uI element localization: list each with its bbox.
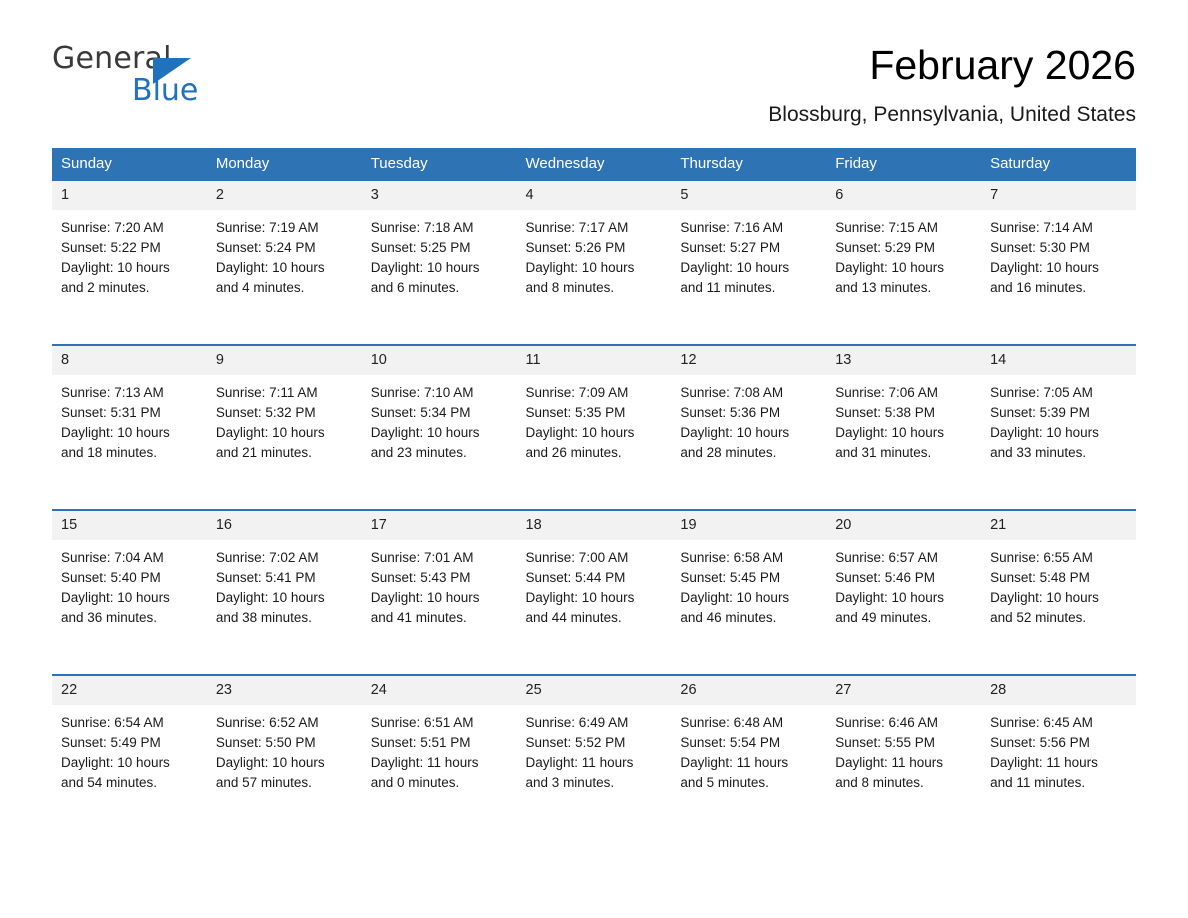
calendar-day-cell[interactable] <box>207 344 362 509</box>
weekday-header-friday: Friday <box>826 148 981 179</box>
day-info <box>981 375 1136 463</box>
page-title: February 2026 <box>869 42 1136 88</box>
daylight-text-line2: and 31 minutes. <box>835 445 932 461</box>
sunrise-text: Sunrise: 7:04 AM <box>61 550 164 566</box>
day-info <box>826 705 981 793</box>
day-info <box>671 705 826 793</box>
sunset-text: Sunset: 5:52 PM <box>525 735 626 751</box>
day-number: 13 <box>826 344 981 375</box>
daylight-text-line2: and 5 minutes. <box>680 775 769 791</box>
day-inner <box>981 179 1136 344</box>
sunset-text: Sunset: 5:45 PM <box>680 570 781 586</box>
day-inner <box>362 179 517 344</box>
calendar-day-cell[interactable] <box>52 344 207 509</box>
daylight-text-line1: Daylight: 10 hours <box>215 425 325 441</box>
day-inner <box>52 509 207 674</box>
sunrise-text: Sunrise: 7:08 AM <box>680 385 784 401</box>
calendar-day-cell[interactable] <box>362 179 517 344</box>
sunset-text: Sunset: 5:36 PM <box>680 405 781 421</box>
sunset-text: Sunset: 5:34 PM <box>370 405 471 421</box>
daylight-text-line2: and 28 minutes. <box>680 445 777 461</box>
day-inner <box>826 674 981 839</box>
sunrise-text: Sunrise: 6:48 AM <box>680 715 784 731</box>
weekday-header-saturday: Saturday <box>981 148 1136 179</box>
day-number: 8 <box>52 344 207 375</box>
day-info <box>517 705 672 793</box>
calendar-day-cell[interactable] <box>671 344 826 509</box>
calendar-week-row <box>52 179 1136 344</box>
sunrise-text: Sunrise: 6:57 AM <box>835 550 939 566</box>
daylight-text-line2: and 38 minutes. <box>215 610 312 626</box>
sunrise-text: Sunrise: 7:13 AM <box>61 385 164 401</box>
day-info <box>517 375 672 463</box>
daylight-text-line2: and 44 minutes. <box>525 610 622 626</box>
page-header <box>52 0 1136 127</box>
calendar-day-cell[interactable] <box>671 179 826 344</box>
sunrise-text: Sunrise: 6:58 AM <box>680 550 784 566</box>
daylight-text-line2: and 3 minutes. <box>525 775 615 791</box>
calendar-day-cell[interactable] <box>517 179 672 344</box>
calendar-day-cell[interactable] <box>826 344 981 509</box>
daylight-text-line2: and 16 minutes. <box>990 280 1087 296</box>
calendar-day-cell[interactable] <box>517 509 672 674</box>
daylight-text-line2: and 8 minutes. <box>525 280 615 296</box>
sunrise-text: Sunrise: 7:11 AM <box>215 385 318 401</box>
daylight-text-line1: Daylight: 10 hours <box>215 260 325 276</box>
calendar-day-cell[interactable] <box>517 344 672 509</box>
daylight-text-line1: Daylight: 10 hours <box>990 425 1099 441</box>
sunrise-text: Sunrise: 7:01 AM <box>370 550 474 566</box>
daylight-text-line2: and 46 minutes. <box>680 610 777 626</box>
sunrise-text: Sunrise: 6:51 AM <box>370 715 474 731</box>
daylight-text-line2: and 41 minutes. <box>370 610 467 626</box>
day-inner <box>981 509 1136 674</box>
sunrise-text: Sunrise: 6:46 AM <box>835 715 939 731</box>
day-number: 27 <box>826 674 981 705</box>
day-inner <box>362 674 517 839</box>
calendar-table <box>52 148 1136 839</box>
day-info <box>826 375 981 463</box>
daylight-text-line2: and 11 minutes. <box>680 280 776 296</box>
day-number: 18 <box>517 509 672 540</box>
weekday-header-thursday: Thursday <box>671 148 826 179</box>
day-number: 23 <box>207 674 362 705</box>
daylight-text-line1: Daylight: 10 hours <box>61 425 170 441</box>
sunset-text: Sunset: 5:44 PM <box>525 570 626 586</box>
day-info <box>826 210 981 298</box>
day-number: 6 <box>826 179 981 210</box>
day-inner <box>52 179 207 344</box>
day-number: 10 <box>362 344 517 375</box>
day-inner <box>207 509 362 674</box>
daylight-text-line2: and 23 minutes. <box>370 445 467 461</box>
day-inner <box>826 179 981 344</box>
sunrise-text: Sunrise: 7:16 AM <box>680 220 784 236</box>
daylight-text-line1: Daylight: 10 hours <box>61 590 170 606</box>
day-number: 9 <box>207 344 362 375</box>
day-number: 26 <box>671 674 826 705</box>
day-info <box>981 210 1136 298</box>
daylight-text-line2: and 4 minutes. <box>215 280 305 296</box>
sunset-text: Sunset: 5:32 PM <box>215 405 316 421</box>
sunset-text: Sunset: 5:29 PM <box>835 240 936 256</box>
day-inner <box>207 674 362 839</box>
sunrise-text: Sunrise: 6:54 AM <box>61 715 164 731</box>
calendar-week-row <box>52 674 1136 839</box>
day-inner <box>517 179 672 344</box>
calendar-day-cell[interactable] <box>671 509 826 674</box>
daylight-text-line1: Daylight: 11 hours <box>680 755 789 771</box>
calendar-week-row <box>52 509 1136 674</box>
day-inner <box>981 674 1136 839</box>
daylight-text-line2: and 18 minutes. <box>61 445 158 461</box>
weekday-header-monday: Monday <box>207 148 362 179</box>
sunrise-text: Sunrise: 7:05 AM <box>990 385 1093 401</box>
daylight-text-line1: Daylight: 10 hours <box>370 260 480 276</box>
day-info <box>207 705 362 793</box>
sunrise-text: Sunrise: 7:15 AM <box>835 220 939 236</box>
location-subtitle: Blossburg, Pennsylvania, United States <box>768 103 1136 127</box>
calendar-day-cell[interactable] <box>981 179 1136 344</box>
day-number: 1 <box>52 179 207 210</box>
day-inner <box>826 344 981 509</box>
sunset-text: Sunset: 5:25 PM <box>370 240 471 256</box>
daylight-text-line1: Daylight: 11 hours <box>990 755 1098 771</box>
calendar-day-cell[interactable] <box>52 509 207 674</box>
sunrise-text: Sunrise: 6:49 AM <box>525 715 629 731</box>
day-info <box>362 540 517 628</box>
sunset-text: Sunset: 5:49 PM <box>61 735 161 751</box>
day-number: 14 <box>981 344 1136 375</box>
sunrise-text: Sunrise: 7:06 AM <box>835 385 939 401</box>
day-number: 20 <box>826 509 981 540</box>
day-number: 19 <box>671 509 826 540</box>
weekday-header-sunday: Sunday <box>52 148 207 179</box>
day-info <box>671 210 826 298</box>
sunset-text: Sunset: 5:35 PM <box>525 405 626 421</box>
daylight-text-line1: Daylight: 10 hours <box>215 590 325 606</box>
daylight-text-line1: Daylight: 10 hours <box>835 425 945 441</box>
daylight-text-line1: Daylight: 10 hours <box>525 590 635 606</box>
daylight-text-line1: Daylight: 10 hours <box>990 260 1099 276</box>
day-inner <box>671 179 826 344</box>
sunset-text: Sunset: 5:30 PM <box>990 240 1090 256</box>
calendar-day-cell[interactable] <box>671 674 826 839</box>
calendar-day-cell[interactable] <box>981 674 1136 839</box>
daylight-text-line2: and 2 minutes. <box>61 280 150 296</box>
daylight-text-line2: and 13 minutes. <box>835 280 932 296</box>
sunrise-text: Sunrise: 7:02 AM <box>215 550 319 566</box>
sunrise-text: Sunrise: 7:20 AM <box>61 220 164 236</box>
calendar-day-cell[interactable] <box>207 179 362 344</box>
calendar-body <box>52 179 1136 839</box>
day-number: 17 <box>362 509 517 540</box>
day-info <box>207 375 362 463</box>
daylight-text-line1: Daylight: 10 hours <box>525 425 635 441</box>
day-inner <box>52 344 207 509</box>
day-number: 12 <box>671 344 826 375</box>
sunrise-text: Sunrise: 7:19 AM <box>215 220 319 236</box>
sunset-text: Sunset: 5:43 PM <box>370 570 471 586</box>
day-number: 2 <box>207 179 362 210</box>
sunrise-text: Sunrise: 7:18 AM <box>370 220 474 236</box>
sunset-text: Sunset: 5:54 PM <box>680 735 781 751</box>
calendar-week-row <box>52 344 1136 509</box>
day-inner <box>981 344 1136 509</box>
calendar-day-cell[interactable] <box>826 674 981 839</box>
daylight-text-line1: Daylight: 10 hours <box>990 590 1099 606</box>
day-number: 11 <box>517 344 672 375</box>
calendar-day-cell[interactable] <box>362 674 517 839</box>
daylight-text-line1: Daylight: 11 hours <box>525 755 634 771</box>
day-inner <box>207 344 362 509</box>
sunset-text: Sunset: 5:41 PM <box>215 570 316 586</box>
day-info <box>981 705 1136 793</box>
day-inner <box>517 344 672 509</box>
sunrise-text: Sunrise: 6:45 AM <box>990 715 1093 731</box>
daylight-text-line2: and 33 minutes. <box>990 445 1087 461</box>
daylight-text-line1: Daylight: 11 hours <box>370 755 479 771</box>
sunrise-text: Sunrise: 7:10 AM <box>370 385 474 401</box>
sunset-text: Sunset: 5:51 PM <box>370 735 471 751</box>
sunrise-text: Sunrise: 6:52 AM <box>215 715 319 731</box>
day-info <box>981 540 1136 628</box>
day-number: 3 <box>362 179 517 210</box>
daylight-text-line1: Daylight: 10 hours <box>835 260 945 276</box>
day-number: 21 <box>981 509 1136 540</box>
calendar-day-cell[interactable] <box>517 674 672 839</box>
daylight-text-line1: Daylight: 10 hours <box>61 755 170 771</box>
daylight-text-line2: and 26 minutes. <box>525 445 622 461</box>
calendar-day-cell[interactable] <box>826 179 981 344</box>
day-number: 5 <box>671 179 826 210</box>
calendar-day-cell[interactable] <box>52 674 207 839</box>
daylight-text-line1: Daylight: 11 hours <box>835 755 944 771</box>
day-inner <box>671 344 826 509</box>
sunset-text: Sunset: 5:27 PM <box>680 240 781 256</box>
sunset-text: Sunset: 5:26 PM <box>525 240 626 256</box>
weekday-header-wednesday: Wednesday <box>517 148 672 179</box>
sunrise-text: Sunrise: 6:55 AM <box>990 550 1093 566</box>
daylight-text-line2: and 52 minutes. <box>990 610 1087 626</box>
day-info <box>362 210 517 298</box>
sunrise-text: Sunrise: 7:14 AM <box>990 220 1093 236</box>
daylight-text-line2: and 54 minutes. <box>61 775 158 791</box>
daylight-text-line1: Daylight: 10 hours <box>525 260 635 276</box>
day-inner <box>826 509 981 674</box>
calendar-day-cell[interactable] <box>362 509 517 674</box>
weekday-header-tuesday: Tuesday <box>362 148 517 179</box>
sunrise-text: Sunrise: 7:09 AM <box>525 385 629 401</box>
day-number: 24 <box>362 674 517 705</box>
day-inner <box>671 509 826 674</box>
daylight-text-line2: and 21 minutes. <box>215 445 312 461</box>
day-number: 7 <box>981 179 1136 210</box>
daylight-text-line1: Daylight: 10 hours <box>680 260 790 276</box>
daylight-text-line2: and 6 minutes. <box>370 280 460 296</box>
day-info <box>517 540 672 628</box>
sunset-text: Sunset: 5:40 PM <box>61 570 161 586</box>
sunset-text: Sunset: 5:46 PM <box>835 570 936 586</box>
title-block <box>768 44 1136 127</box>
sunset-text: Sunset: 5:55 PM <box>835 735 936 751</box>
day-info <box>207 210 362 298</box>
sunset-text: Sunset: 5:48 PM <box>990 570 1090 586</box>
daylight-text-line2: and 0 minutes. <box>370 775 460 791</box>
sunset-text: Sunset: 5:24 PM <box>215 240 316 256</box>
sunset-text: Sunset: 5:22 PM <box>61 240 161 256</box>
day-inner <box>362 344 517 509</box>
day-number: 16 <box>207 509 362 540</box>
day-inner <box>362 509 517 674</box>
daylight-text-line2: and 8 minutes. <box>835 775 924 791</box>
day-inner <box>52 674 207 839</box>
day-info <box>52 705 207 793</box>
day-inner <box>517 509 672 674</box>
daylight-text-line1: Daylight: 10 hours <box>680 425 790 441</box>
day-inner <box>671 674 826 839</box>
day-info <box>52 375 207 463</box>
daylight-text-line1: Daylight: 10 hours <box>835 590 945 606</box>
day-number: 4 <box>517 179 672 210</box>
daylight-text-line2: and 36 minutes. <box>61 610 158 626</box>
day-info <box>207 540 362 628</box>
daylight-text-line1: Daylight: 10 hours <box>370 590 480 606</box>
sunset-text: Sunset: 5:31 PM <box>61 405 161 421</box>
day-number: 15 <box>52 509 207 540</box>
logo-text-general: General <box>52 41 172 76</box>
calendar-day-cell[interactable] <box>207 674 362 839</box>
sunrise-text: Sunrise: 7:17 AM <box>525 220 629 236</box>
calendar-day-cell[interactable] <box>826 509 981 674</box>
day-number: 22 <box>52 674 207 705</box>
day-info <box>826 540 981 628</box>
calendar-day-cell[interactable] <box>52 179 207 344</box>
logo-text-blue: Blue <box>132 73 199 108</box>
logo[interactable] <box>52 41 212 114</box>
daylight-text-line1: Daylight: 10 hours <box>680 590 790 606</box>
daylight-text-line2: and 11 minutes. <box>990 775 1086 791</box>
day-info <box>517 210 672 298</box>
day-inner <box>517 674 672 839</box>
calendar-day-cell[interactable] <box>981 344 1136 509</box>
sunset-text: Sunset: 5:39 PM <box>990 405 1090 421</box>
sunset-text: Sunset: 5:50 PM <box>215 735 316 751</box>
daylight-text-line1: Daylight: 10 hours <box>61 260 170 276</box>
sunset-text: Sunset: 5:56 PM <box>990 735 1090 751</box>
calendar-day-cell[interactable] <box>362 344 517 509</box>
sunset-text: Sunset: 5:38 PM <box>835 405 936 421</box>
calendar-header-row <box>52 148 1136 179</box>
sunrise-text: Sunrise: 7:00 AM <box>525 550 629 566</box>
day-number: 28 <box>981 674 1136 705</box>
day-inner <box>207 179 362 344</box>
daylight-text-line2: and 49 minutes. <box>835 610 932 626</box>
day-info <box>362 375 517 463</box>
calendar-day-cell[interactable] <box>207 509 362 674</box>
daylight-text-line1: Daylight: 10 hours <box>215 755 325 771</box>
day-info <box>362 705 517 793</box>
day-info <box>52 210 207 298</box>
day-info <box>671 375 826 463</box>
calendar-day-cell[interactable] <box>981 509 1136 674</box>
daylight-text-line1: Daylight: 10 hours <box>370 425 480 441</box>
day-info <box>52 540 207 628</box>
day-info <box>671 540 826 628</box>
day-number: 25 <box>517 674 672 705</box>
daylight-text-line2: and 57 minutes. <box>215 775 312 791</box>
